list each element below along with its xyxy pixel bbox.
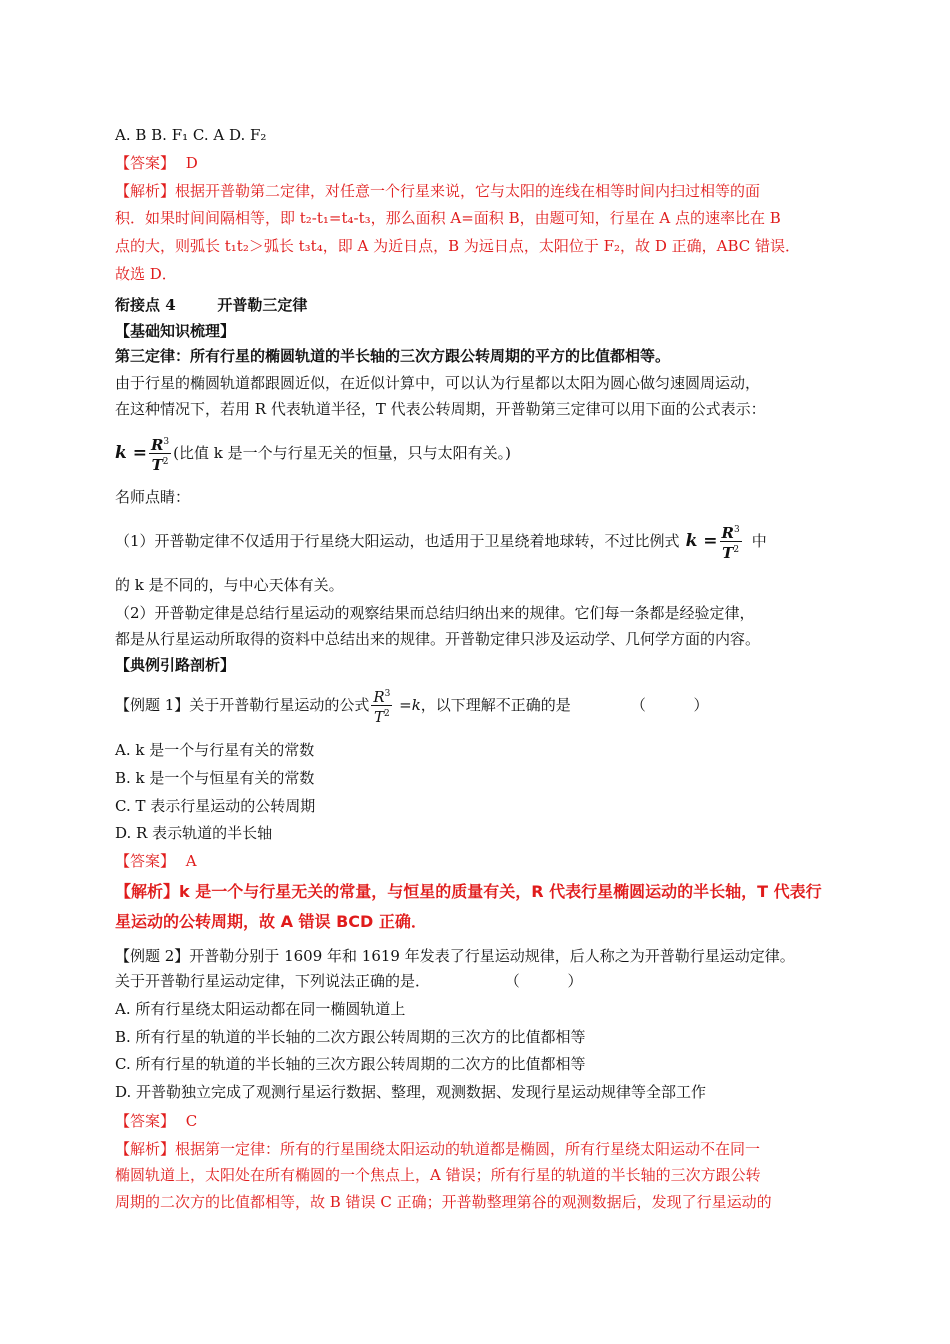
formula-fraction: $\frac{R^3}{T^2}$	[150, 435, 170, 474]
ex2-option-d: D. 开普勒独立完成了观测行星运行数据、整理，观测数据、发现行星运动规律等全部工作	[115, 1083, 707, 1101]
ex1-option-c: C. T 表示行星运动的公转周期	[115, 797, 316, 815]
ex1-denominator: T	[373, 707, 384, 726]
para1-line-2: 在这种情况下，若用 R 代表轨道半径，T 代表公转周期，开普勒第三定律可以用下面的公式表示：	[115, 400, 766, 418]
ex2-analysis-line-3: 周期的二次方的比值都相等，故 B 错误 C 正确；开普勒整理第谷的观测数据后，发现了行星运动的	[115, 1193, 772, 1211]
ex1-option-a: A. k 是一个与行星有关的常数	[115, 741, 315, 759]
section-title: 衔接点 4 开普勒三定律	[115, 296, 308, 314]
answer-label: 【答案】	[115, 852, 176, 870]
ex1-answer	[115, 850, 890, 872]
ex1-option-d: D. R 表示轨道的半长轴	[115, 824, 273, 842]
kepler-formula	[115, 430, 890, 476]
ex1-answer-paren: （ ）	[630, 696, 709, 714]
q0-options: A. B B. F₁ C. A D. F₂	[115, 126, 267, 144]
tips-heading: 名师点睛：	[115, 488, 191, 506]
formula-k: k	[115, 443, 127, 463]
ex2-analysis-line-1: 【解析】根据第一定律：所有的行星围绕太阳运动的轨道都是椭圆，所有行星绕太阳运动不在同一	[115, 1140, 761, 1158]
tip-1-text: （1）开普勒定律不仅适用于行星绕大阳运动，也适用于卫星绕着地球转，不过比例式	[115, 532, 680, 550]
q0-answer	[115, 152, 890, 174]
formula-denominator: T	[151, 455, 163, 474]
ex2-stem-line-1: 【例题 2】开普勒分别于 1609 年和 1619 年发表了行星运动规律，后人称之为开普勒行星运动定律。	[115, 947, 795, 965]
ex2-option-a: A. 所有行星绕太阳运动都在同一椭圆轨道上	[115, 1000, 406, 1018]
tip-1-formula-equals: =	[697, 531, 718, 551]
ex1-stem-prefix: 【例题 1】关于开普勒行星运动的公式	[115, 696, 370, 714]
tip-1-suffix: 中	[751, 532, 767, 550]
ex2-stem-text: 关于开普勒行星运动定律，下列说法正确的是．	[115, 972, 431, 990]
ex1-analysis-line-2: 星运动的公转周期，故 A 错误 BCD 正确．	[115, 912, 427, 931]
ex1-numerator: R	[373, 687, 385, 706]
ex1-stem-suffix: ，以下理解不正确的是	[420, 696, 571, 714]
examples-heading: 【典例引路剖析】	[115, 656, 236, 674]
third-law: 第三定律：所有行星的椭圆轨道的半长轴的三次方跟公转周期的平方的比值都相等。	[115, 347, 671, 365]
basics-heading: 【基础知识梳理】	[115, 322, 236, 340]
answer-label: 【答案】	[115, 1112, 176, 1130]
tip-1-formula-fraction: $\frac{R^3}{T^2}$	[721, 523, 740, 562]
formula-numerator: R	[150, 435, 164, 454]
tip-1-line-2: 的 k 是不同的，与中心天体有关。	[115, 576, 344, 594]
tip-1	[115, 518, 890, 564]
para1-line-1: 由于行星的椭圆轨道都跟圆近似，在近似计算中，可以认为行星都以太阳为圆心做匀速圆周运动，	[115, 374, 761, 392]
ex1-option-b: B. k 是一个与恒星有关的常数	[115, 769, 315, 787]
ex2-option-b: B. 所有行星的轨道的半长轴的二次方跟公转周期的三次方的比值都相等	[115, 1028, 586, 1046]
answer-value: C	[185, 1112, 198, 1130]
answer-value: D	[185, 154, 198, 172]
q0-analysis-line-4: 故选 D．	[115, 265, 177, 283]
tip-2-line-2: 都是从行星运动所取得的资料中总结出来的规律。开普勒定律只涉及运动学、几何学方面的内容。	[115, 630, 761, 648]
ex1-stem	[115, 682, 890, 728]
ex2-analysis-line-2: 椭圆轨道上，太阳处在所有椭圆的一个焦点上，A 错误；所有行星的轨道的半长轴的三次方跟公转	[115, 1166, 761, 1184]
ex1-analysis-line-1: 【解析】k 是一个与行星无关的常量，与恒星的质量有关，R 代表行星椭圆运动的半长轴，T 代表行	[115, 882, 822, 901]
ex1-formula-eq: =k	[394, 696, 421, 714]
answer-label: 【答案】	[115, 154, 176, 172]
ex1-formula-fraction: $\frac{R^3}{T^2}$	[373, 687, 391, 726]
q0-analysis-line-2: 积．如果时间间隔相等，即 t₂-t₁=t₄-t₃，那么面积 A=面积 B，由题可知，行星在 A 点的速率比在 B	[115, 209, 781, 227]
q0-analysis-line-3: 点的大，则弧长 t₁t₂＞弧长 t₃t₄，即 A 为近日点，B 为远日点，太阳位于 F₂，故 D 正确，ABC 错误．	[115, 237, 800, 255]
tip-1-numerator: R	[721, 523, 734, 542]
ex2-answer	[115, 1110, 890, 1132]
ex2-answer-paren: （ ）	[504, 972, 583, 990]
tip-1-denominator: T	[722, 543, 734, 562]
answer-value: A	[185, 852, 197, 870]
formula-equals: =	[126, 443, 147, 463]
tip-1-formula-k: k	[685, 531, 698, 551]
q0-analysis-line-1: 【解析】根据开普勒第二定律，对任意一个行星来说，它与太阳的连线在相等时间内扫过相等的面	[115, 182, 761, 200]
formula-note: (比值 k 是一个与行星无关的恒量，只与太阳有关。)	[173, 444, 511, 462]
ex2-option-c: C. 所有行星的轨道的半长轴的三次方跟公转周期的二次方的比值都相等	[115, 1055, 586, 1073]
ex2-stem-line-2	[115, 970, 890, 992]
tip-2-line-1: （2）开普勒定律是总结行星运动的观察结果而总结归纳出来的规律。它们每一条都是经验定律，	[115, 604, 755, 622]
